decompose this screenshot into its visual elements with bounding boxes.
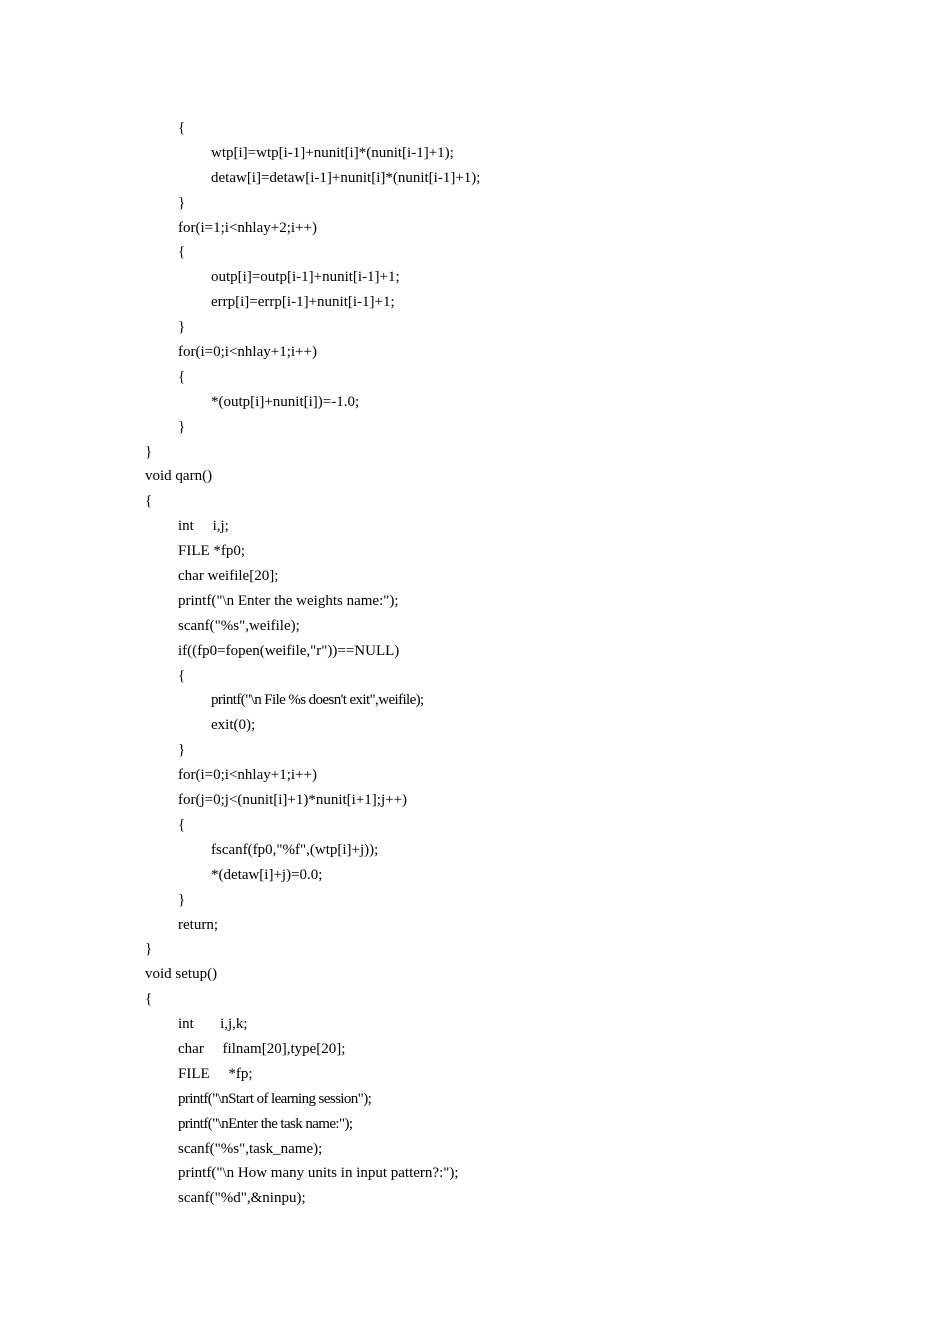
code-line: scanf("%s",task_name); [178,1140,323,1157]
code-line: } [178,742,186,759]
code-line: for(j=0;j<(nunit[i]+1)*nunit[i+1];j++) [178,792,408,809]
code-line: char filnam[20],type[20]; [178,1040,346,1057]
code-line: { [178,667,186,684]
code-line: } [178,418,186,435]
code-line: void setup() [145,966,218,983]
code-line: return; [178,916,218,933]
code-line: } [178,891,186,908]
code-line: int i,j,k; [178,1016,248,1033]
code-line: { [178,120,186,136]
code-line: { [145,493,153,510]
code-line: for(i=1;i<nhlay+2;i++) [178,219,317,236]
code-line: printf("\n Enter the weights name:"); [178,592,399,609]
code-line: } [178,319,186,336]
code-line: *(detaw[i]+j)=0.0; [211,866,323,883]
code-line: char weifile[20]; [178,568,279,585]
code-line: void qarn() [145,468,213,485]
code-line: } [145,941,153,958]
code-line: outp[i]=outp[i-1]+nunit[i-1]+1; [211,269,400,286]
code-line: FILE *fp0; [178,543,246,560]
code-line: exit(0); [211,717,256,734]
code-line: { [178,816,186,833]
code-line: printf("\n How many units in input pattern?:"); [178,1165,459,1182]
code-line: } [145,443,153,460]
code-line: } [178,194,186,211]
code-line: wtp[i]=wtp[i-1]+nunit[i]*(nunit[i-1]+1); [211,144,454,161]
code-line: for(i=0;i<nhlay+1;i++) [178,344,317,361]
code-line: { [178,368,186,385]
code-line: printf("\nStart of learning session"); [178,1090,372,1107]
code-line: for(i=0;i<nhlay+1;i++) [178,767,317,784]
code-line: if((fp0=fopen(weifile,"r"))==NULL) [178,642,400,659]
code-line: fscanf(fp0,"%f",(wtp[i]+j)); [211,841,379,858]
code-line: detaw[i]=detaw[i-1]+nunit[i]*(nunit[i-1]+1); [211,169,481,186]
code-line: scanf("%s",weifile); [178,617,300,634]
code-line: scanf("%d",&ninpu); [178,1190,306,1207]
code-line: printf("\nEnter the task name:"); [178,1115,353,1132]
code-line: errp[i]=errp[i-1]+nunit[i-1]+1; [211,294,395,311]
code-line: { [178,244,186,261]
code-line: { [145,991,153,1008]
code-line: int i,j; [178,518,229,535]
code-listing [145,116,905,1211]
code-line: FILE *fp; [178,1065,253,1082]
code-line: *(outp[i]+nunit[i])=-1.0; [211,393,360,410]
code-line: printf("\n File %s doesn't exit",weifile); [211,692,424,709]
